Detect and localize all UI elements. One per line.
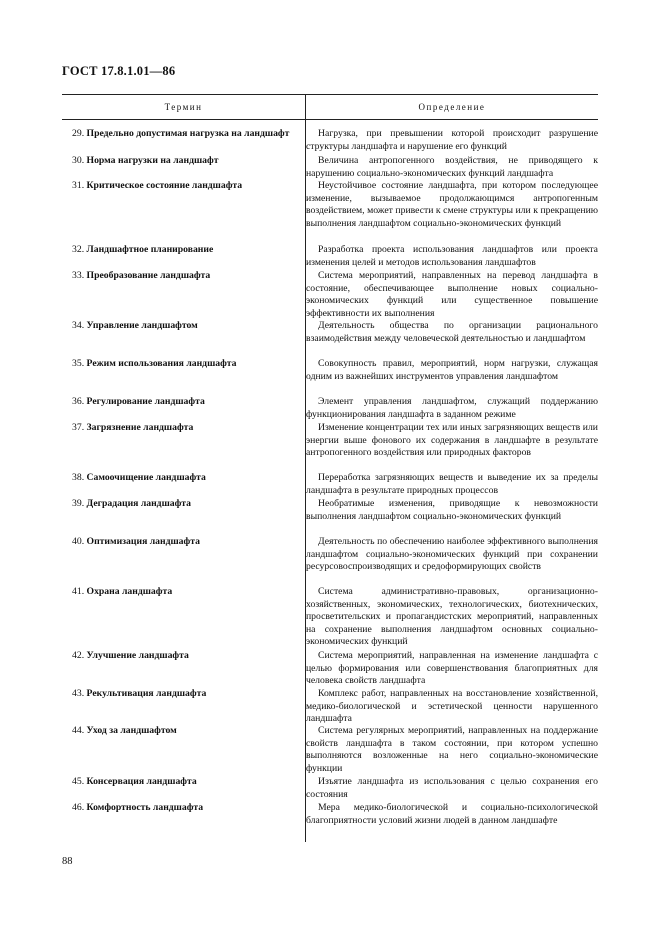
term-number: 31. <box>72 180 85 191</box>
term-number: 35. <box>72 358 85 369</box>
term-text: Критическое состояние ландшафта <box>86 180 243 191</box>
definition-cell <box>306 586 598 649</box>
definition-cell <box>306 396 598 421</box>
table-row <box>62 688 598 726</box>
term-number: 46. <box>72 802 85 813</box>
column-header-term: Термин <box>164 102 203 112</box>
definition-cell <box>306 422 598 460</box>
table-row <box>62 776 598 801</box>
term-cell <box>62 802 294 815</box>
definition-cell <box>306 180 598 230</box>
definition-text: Неустойчивое состояние ландшафта, при котором последующее изменение, вызываемое продолжающимся антропогенным воздействием, может привести к смене структуры или к прекращению выполнения ландшафтом социально-экономических функций <box>306 180 598 229</box>
term-cell <box>62 180 294 193</box>
term-text: Норма нагрузки на ландшафт <box>86 155 219 166</box>
table-row <box>62 320 598 345</box>
table-row <box>62 650 598 688</box>
table-row <box>62 270 598 320</box>
term-text: Охрана ландшафта <box>86 586 173 597</box>
term-text: Оптимизация ландшафта <box>86 536 200 547</box>
definition-text: Переработка загрязняющих веществ и выведение их за пределы ландшафта в результате природных процессов <box>306 472 598 496</box>
definition-text: Нагрузка, при превышении которой происходит разрушение структуры ландшафта и нарушение его функций <box>306 128 598 152</box>
term-cell <box>62 270 294 283</box>
term-number: 43. <box>72 688 85 699</box>
term-text: Консервация ландшафта <box>86 776 197 787</box>
definition-cell <box>306 244 598 269</box>
term-number: 38. <box>72 472 85 483</box>
term-cell <box>62 396 294 409</box>
table-row <box>62 472 598 497</box>
definition-cell <box>306 358 598 383</box>
term-text: Предельно допустимая нагрузка на ландшафт <box>86 128 290 139</box>
table-row <box>62 244 598 269</box>
term-number: 41. <box>72 586 85 597</box>
page-number: 88 <box>62 856 73 867</box>
definition-cell <box>306 128 598 153</box>
term-text: Преобразование ландшафта <box>86 270 211 281</box>
term-text: Рекультивация ландшафта <box>86 688 207 699</box>
term-cell <box>62 725 294 738</box>
table-row <box>62 536 598 574</box>
table-row <box>62 155 598 180</box>
definition-text: Элемент управления ландшафтом, служащий поддержанию функционирования ландшафта в заданном режиме <box>306 396 598 420</box>
definition-text: Деятельность по обеспечению наиболее эффективного выполнения ландшафтом социально-экономических функций при сохранении ресурсовоспроизводящих и средоформирующих свойств <box>306 536 598 573</box>
term-number: 44. <box>72 725 85 736</box>
term-cell <box>62 320 294 333</box>
table-header <box>62 94 598 120</box>
definition-text: Деятельность общества по организации рационального взаимодействия между человеческой деятельностью и ландшафтом <box>306 320 598 344</box>
definition-text: Система административно-правовых, организационно-хозяйственных, экономических, технологических, биотехнических, просветительских и пропагандистских мероприятий, направленных на сохранение выполнения ландшафтом основных социально-экономических функций <box>306 586 598 648</box>
term-number: 32. <box>72 244 85 255</box>
definition-text: Необратимые изменения, приводящие к невозможности выполнения ландшафтом социально-экономических функций <box>306 498 598 522</box>
term-cell <box>62 422 294 435</box>
table-row <box>62 128 598 153</box>
column-header-definition: Определение <box>418 102 486 112</box>
term-text: Уход за ландшафтом <box>86 725 177 736</box>
table-row <box>62 586 598 649</box>
term-cell <box>62 586 294 599</box>
term-number: 40. <box>72 536 85 547</box>
term-text: Деградация ландшафта <box>86 498 192 509</box>
definition-text: Разработка проекта использования ландшафтов или проекта изменения целей и методов использования ландшафтов <box>306 244 598 268</box>
definition-text: Система мероприятий, направленных на перевод ландшафта в состояние, обеспечивающее выполнение новых социально-экономических функций или существенное повышение эффективности их выполнения <box>306 270 598 319</box>
table-row <box>62 725 598 775</box>
table-row <box>62 396 598 421</box>
term-cell <box>62 244 294 257</box>
term-number: 29. <box>72 128 85 139</box>
term-cell <box>62 776 294 789</box>
term-cell <box>62 688 294 701</box>
definition-cell <box>306 155 598 180</box>
term-number: 33. <box>72 270 85 281</box>
term-number: 42. <box>72 650 85 661</box>
term-number: 36. <box>72 396 85 407</box>
definition-cell <box>306 270 598 320</box>
document-header: ГОСТ 17.8.1.01—86 <box>62 64 176 78</box>
definition-cell <box>306 725 598 775</box>
definition-text: Совокупность правил, мероприятий, норм нагрузки, служащая одним из важнейших инструментов управления ландшафтом <box>306 358 598 382</box>
table-row <box>62 422 598 460</box>
term-cell <box>62 536 294 549</box>
definition-cell <box>306 320 598 345</box>
table-row <box>62 498 598 523</box>
definition-text: Комплекс работ, направленных на восстановление хозяйственной, медико-биологической и эстетической ценности нарушенного ландшафта <box>306 688 598 725</box>
definition-cell <box>306 776 598 801</box>
term-text: Ландшафтное планирование <box>86 244 214 255</box>
term-text: Комфортность ландшафта <box>86 802 204 813</box>
definition-cell <box>306 650 598 688</box>
term-number: 30. <box>72 155 85 166</box>
table-row <box>62 180 598 230</box>
definition-text: Мера медико-биологической и социально-психологической благоприятности условий жизни людей в данном ландшафте <box>306 802 598 826</box>
term-cell <box>62 155 294 168</box>
term-cell <box>62 650 294 663</box>
term-number: 37. <box>72 422 85 433</box>
definition-text: Система регулярных мероприятий, направленных на поддержание свойств ландшафта в таком состоянии, при котором успешно выполняются возложенные на него социально-экономические функции <box>306 725 598 774</box>
term-text: Регулирование ландшафта <box>86 396 205 407</box>
definition-cell <box>306 688 598 726</box>
term-text: Загрязнение ландшафта <box>86 422 194 433</box>
definition-cell <box>306 472 598 497</box>
definition-text: Система мероприятий, направленная на изменение ландшафта с целью формирования или совершенствования благоприятных для человека свойств ландшафта <box>306 650 598 687</box>
definition-cell <box>306 498 598 523</box>
term-text: Управление ландшафтом <box>86 320 198 331</box>
term-number: 39. <box>72 498 85 509</box>
term-cell <box>62 128 294 141</box>
term-text: Улучшение ландшафта <box>86 650 189 661</box>
definition-cell <box>306 802 598 827</box>
term-cell <box>62 498 294 511</box>
definition-text: Величина антропогенного воздействия, не приводящего к нарушению социально-экономических функций ландшафта <box>306 155 598 179</box>
term-text: Режим использования ландшафта <box>86 358 237 369</box>
term-number: 34. <box>72 320 85 331</box>
term-text: Самоочищение ландшафта <box>86 472 206 483</box>
table-row <box>62 358 598 383</box>
definition-text: Изъятие ландшафта из использования с целью сохранения его состояния <box>306 776 598 800</box>
term-cell <box>62 472 294 485</box>
term-cell <box>62 358 294 371</box>
term-number: 45. <box>72 776 85 787</box>
table-row <box>62 802 598 827</box>
definition-text: Изменение концентрации тех или иных загрязняющих веществ или энергии выше фонового их содержания в ландшафте в результате антропогенного воздействия или природных факторов <box>306 422 598 459</box>
definition-cell <box>306 536 598 574</box>
